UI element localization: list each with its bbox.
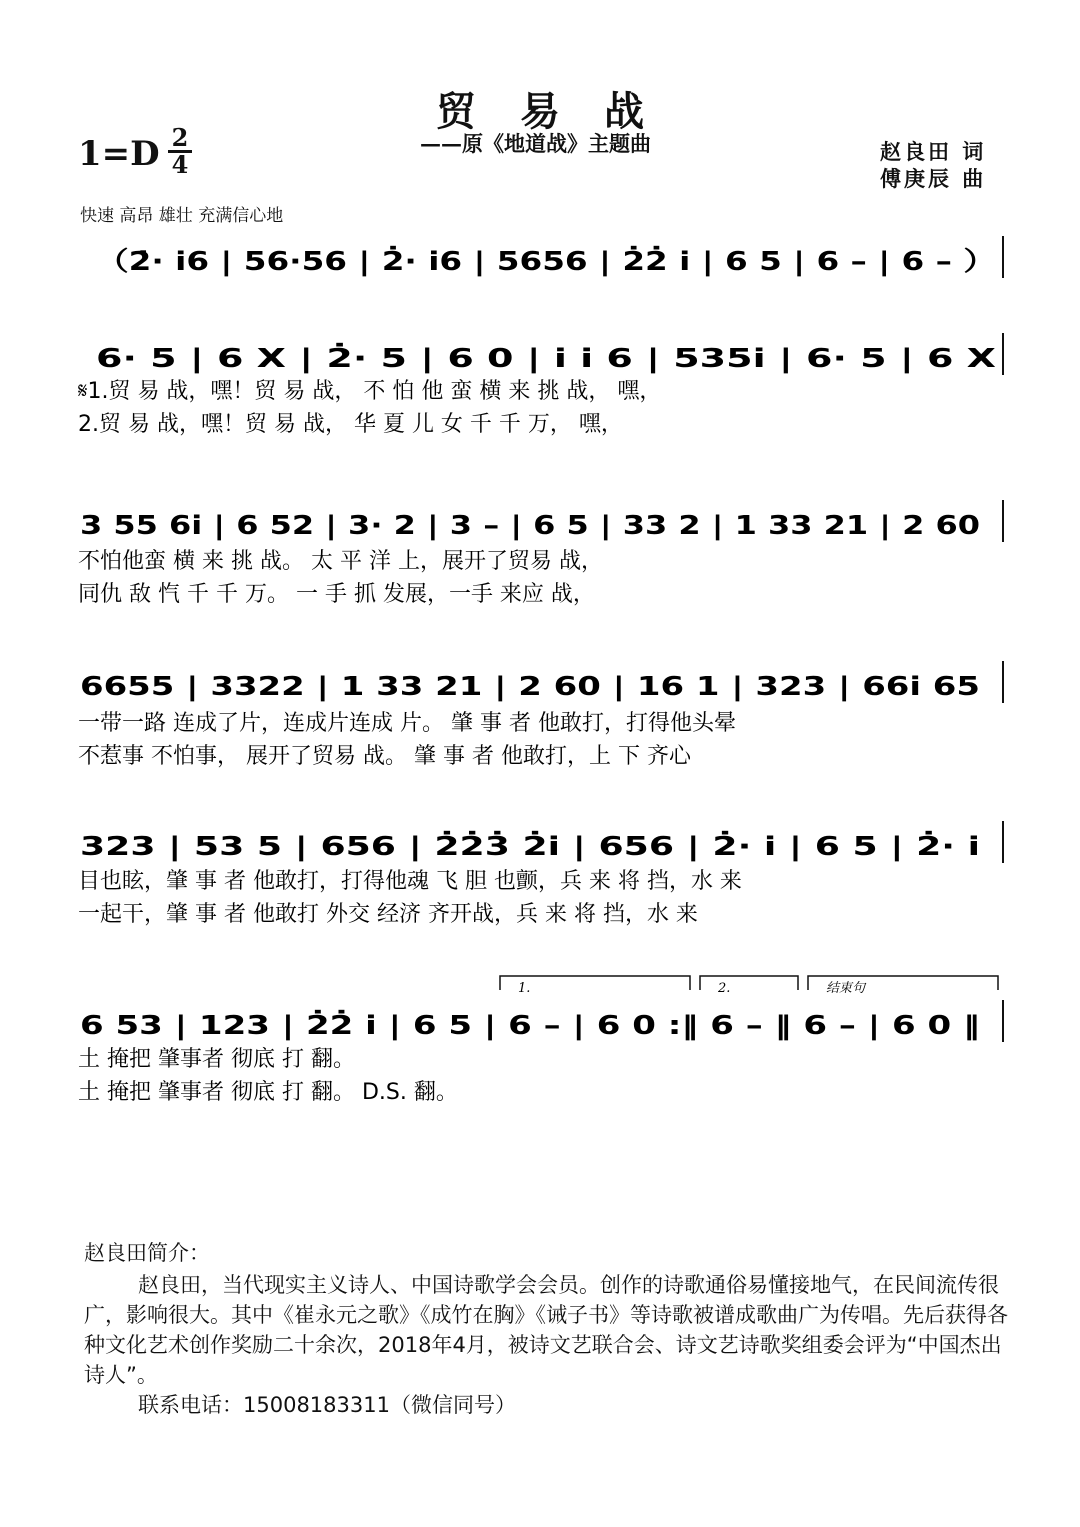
volta-bracket	[700, 976, 798, 990]
key-signature: 1=D	[78, 134, 160, 174]
volta-label: 2.	[718, 981, 731, 996]
composer-credit: 傅庚辰 曲	[880, 166, 987, 191]
notation-line-2: 6· 5 | 6 X | 2̇· 5 | 6 0 | i i 6 | 535i | 6· 5 | 6 X	[96, 344, 712, 374]
lyric-line-2-2: 2.贸 易 战，嘿！贸 易 战， 华 夏 儿 女 千 千 万， 嘿，	[78, 412, 623, 437]
lyricist-credit: 赵良田 词	[880, 139, 987, 164]
lyric-line-4-1: 一带一路 连成了片，连成片连成 片。 肇 事 者 他敢打，打得他头晕	[78, 711, 736, 736]
lyric-line-3-1: 不怕他蛮 横 来 挑 战。 太 平 洋 上，展开了贸易 战，	[78, 549, 603, 574]
notation-line-5: 323 | 53 5 | 656 | 2̇2̇3̇ 2̇i | 656 | 2̇· i | 6 5 | 2̇· i	[80, 832, 727, 862]
notation-line-3: 3 55 6i | 6 52 | 3· 2 | 3 – | 6 5 | 33 2 | 1 33 21 | 2 60	[80, 511, 981, 541]
biography	[84, 1238, 1014, 1420]
volta-label: 结束句	[826, 981, 866, 996]
notation-line-4: 6655 | 3322 | 1 33 21 | 2 60 | 16 1 | 323 | 66i 65	[80, 672, 980, 702]
notation-line-1: （2̇· i6 | 56·56 | 2̇· i6 | 5656 | 2̇2̇ i | 6 5 | 6 – | 6 – ）	[96, 247, 813, 277]
time-signature-bottom: 4	[171, 150, 189, 179]
bio-body: 赵良田，当代现实主义诗人、中国诗歌学会会员。创作的诗歌通俗易懂接地气，在民间流传很广，影响很大。其中《崔永元之歌》《成竹在胸》《诫子书》等诗歌被谱成歌曲广为传唱。先后获得各种文化艺术创作奖励二十余次，2018年4月，被诗文艺联合会、诗文艺诗歌奖组委会评为“中国杰出诗人”。	[84, 1273, 1008, 1387]
lyric-line-5-2: 一起干，肇 事 者 他敢打 外交 经济 齐开战，兵 来 将 挡，水 来	[78, 902, 698, 927]
song-subtitle: ——原《地道战》主题曲	[420, 131, 651, 156]
lyric-line-6-1: 土 掩把 肇事者 彻底 打 翻。	[78, 1047, 355, 1072]
volta-label: 1.	[518, 981, 531, 996]
lyric-line-6-2: 土 掩把 肇事者 彻底 打 翻。 D.S. 翻。	[78, 1080, 458, 1105]
notation-line-6: 6 53 | 123 | 2̇2̇ i | 6 5 | 6 – | 6 0 :‖ 6 – ‖ 6 – | 6 0 ‖	[80, 1011, 769, 1041]
bio-heading: 赵良田简介：	[84, 1241, 210, 1265]
lyric-line-3-2: 同仇 敌 忾 千 千 万。 一 手 抓 发展，一手 来应 战，	[78, 582, 595, 607]
lyric-line-4-2: 不惹事 不怕事， 展开了贸易 战。 肇 事 者 他敢打，上 下 齐心	[78, 744, 691, 769]
lyric-line-5-1: 目也眩，肇 事 者 他敢打，打得他魂 飞 胆 也颤，兵 来 将 挡，水 来	[78, 869, 742, 894]
bio-contact: 联系电话：15008183311（微信同号）	[138, 1393, 516, 1417]
tempo-marking: 快速 高昂 雄壮 充满信心地	[80, 206, 284, 226]
lyric-line-2-1: 𝄋1.贸 易 战，嘿！贸 易 战， 不 怕 他 蛮 横 来 挑 战， 嘿，	[78, 379, 662, 404]
song-title: 贸易战	[436, 88, 688, 135]
time-signature-top: 2	[171, 123, 189, 152]
